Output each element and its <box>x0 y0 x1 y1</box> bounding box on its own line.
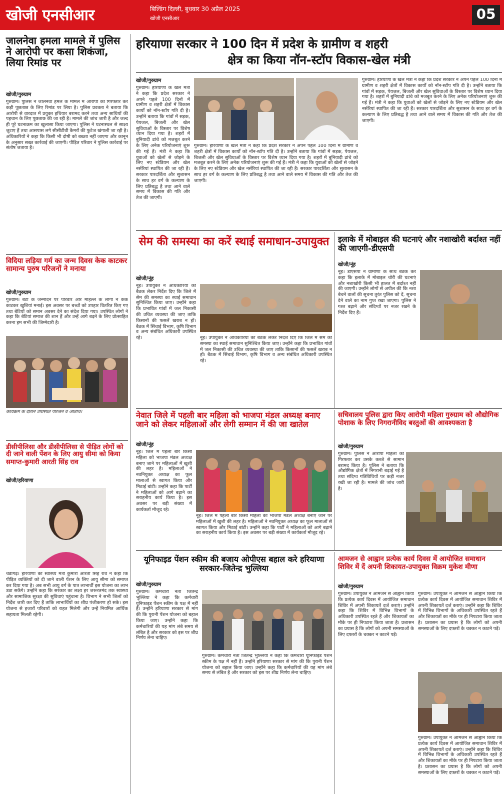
story-body: गुरुग्राम। पुलिस ने जालनेवा हमले के मामले में आरोपी को गिरफ्तार कर कड़ी पूछताछ के लिए रिमांड पर लिया है। पुलिस प्रवक्ता ने बताया कि आरोपी से वारदात में प्रयुक्त हथियार बरामद करने तथा अन्य साथियों की पहचान के लिए पूछताछ की जा रही है। मामले की जांच जारी है और जल्द ही पूरे घटनाक्रम का खुलासा किया जाएगा। पुलिस ने घटनास्थल से साक्ष्य जुटाए हैं तथा आसपास लगे सीसीटीवी कैमरों की फुटेज खंगाली जा रही है। अधिकारियों ने कहा कि किसी भी दोषी को बख्शा नहीं जाएगा और कानून के अनुसार सख्त कार्रवाई की जाएगी। पीड़ित परिवार ने पुलिस कार्रवाई पर संतोष जताया है। <box>6 100 128 152</box>
column-divider <box>130 34 131 794</box>
lead-photo-event <box>194 78 294 140</box>
story-byline: खोजी/गुरुग्राम <box>136 78 162 84</box>
story-byline: खोजी/गुरुग्राम <box>6 92 32 98</box>
column-divider <box>334 410 335 550</box>
lead-headline-line2: क्षेत्र का किया नॉन-स्टॉप विकास-खेल मंत्री <box>227 53 411 67</box>
divider <box>136 550 502 551</box>
story-body: गुरुग्राम। उपायुक्त ने आमजन से आह्वान किया कि प्रत्येक कार्य दिवस में आयोजित समाधान शिविर में अपनी शिकायतें दर्ज कराएं। उन्होंने कहा कि शिविर में विभिन्न विभागों के अधिकारी उपस्थित रहते हैं और शिकायतों का मौके पर ही निपटारा किया जाता है। प्रशासन का प्रयास है कि लोगों को अपनी समस्याओं के लिए दफ्तरों के चक्कर न काटने पड़ें। <box>338 592 414 638</box>
newspaper-title: खोजी एनसीआर <box>6 6 95 24</box>
group-photo <box>6 336 128 408</box>
divider <box>6 440 128 441</box>
story-byline: खोजी/गुरुग्राम <box>338 444 364 450</box>
story-body-continued: गुरुग्राम। उपायुक्त ने आमजन से आह्वान किया कि प्रत्येक कार्य दिवस में आयोजित समाधान शिविर में अपनी शिकायतें दर्ज कराएं। उन्होंने कहा कि शिविर में विभिन्न विभागों के अधिकारी उपस्थित रहते हैं और शिकायतों का मौके पर ही निपटारा किया जाता है। प्रशासन का प्रयास है कि लोगों को अपनी समस्याओं के लिए दफ्तरों के चक्कर न काटने पड़ें। <box>418 592 502 632</box>
divider <box>136 408 502 409</box>
dsp-photo <box>420 270 502 340</box>
story-body-continued: गुरुग्राम। हरियाणा के खेल मंत्री ने कहा कि प्रदेश सरकार ने अपने पहले 100 दिनों में ग्रामीण व शहरी क्षेत्रों में विकास कार्यों को नॉन-स्टॉप गति दी है। उन्होंने बताया कि गांवों में सड़क, पेयजल, बिजली और खेल सुविधाओं के विस्तार पर विशेष ध्यान दिया गया है। शहरों में बुनियादी ढांचे को मजबूत करने के लिए अनेक परियोजनाएं शुरू की गई हैं। मंत्री ने कहा कि युवाओं को खेलों से जोड़ने के लिए नए स्टेडियम और खेल नर्सरियां स्थापित की जा रही हैं। सरकार पारदर्शिता और सुशासन के साथ हर वर्ग के कल्याण के लिए प्रतिबद्ध है तथा आने वाले समय में विकास की गति और तेज की जाएगी। <box>362 78 502 124</box>
story-headline: यूनिफाइड पेंशन स्कीम की बजाय ओपीएस बहाल करे हरियाणा सरकार-जितेन्द्र भुल्लिया <box>143 555 325 573</box>
protest-photo <box>202 590 332 650</box>
story-byline: खोजी/गुरुग्राम <box>338 584 364 590</box>
page-number: 05 <box>472 5 500 25</box>
story-body-continued: गुरुग्राम। उपायुक्त ने आमजन से आह्वान किया कि प्रत्येक कार्य दिवस में आयोजित समाधान शिविर में अपनी शिकायतें दर्ज कराएं। उन्होंने कहा कि शिविर में विभिन्न विभागों के अधिकारी उपस्थित रहते हैं और शिकायतों का मौके पर ही निपटारा किया जाता है। प्रशासन का प्रयास है कि लोगों को अपनी समस्याओं के लिए दफ्तरों के चक्कर न काटने पड़ें। <box>418 736 502 776</box>
newspaper-site: खोजी एनसीआर <box>150 16 180 22</box>
story-headline: जालनेवा हमला मामले में पुलिस ने आरोपी पर कसा शिकंजा, लिया रिमांड पर <box>6 36 121 70</box>
women-group-photo <box>196 450 332 512</box>
story-body-continued: नूंह। जिले में पहली बार किसी महिला को भाजपा मंडल अध्यक्ष बनाए जाने पर महिलाओं में खुशी की लहर है। महिलाओं ने नवनियुक्त अध्यक्ष का फूल मालाओं से स्वागत किया और मिठाई बांटी। उन्होंने कहा कि पार्टी ने महिलाओं को आगे बढ़ाने का सराहनीय कार्य किया है। इस अवसर पर बड़ी संख्या में कार्यकर्ता मौजूद रहे। <box>196 514 332 537</box>
meeting-photo <box>200 284 332 332</box>
minister-portrait <box>26 488 106 568</box>
story-headline: सचिवालय पुलिस द्वारा किए आरोपी महिला गुरुग्राम को औद्योगिक पोशाक के लिए निगरानीविद बस्तुओं की आवश्यकता है <box>338 411 499 427</box>
story-body: गुरुग्राम। हरियाणा के खेल मंत्री ने कहा कि प्रदेश सरकार ने अपने पहले 100 दिनों में ग्रामीण व शहरी क्षेत्रों में विकास कार्यों को नॉन-स्टॉप गति दी है। उन्होंने बताया कि गांवों में सड़क, पेयजल, बिजली और खेल सुविधाओं के विस्तार पर विशेष ध्यान दिया गया है। शहरों में बुनियादी ढांचे को मजबूत करने के लिए अनेक परियोजनाएं शुरू की गई हैं। मंत्री ने कहा कि युवाओं को खेलों से जोड़ने के लिए नए स्टेडियम और खेल नर्सरियां स्थापित की जा रही हैं। सरकार पारदर्शिता और सुशासन के साथ हर वर्ग के कल्याण के लिए प्रतिबद्ध है तथा आने वाले समय में विकास की गति और तेज की जाएगी। <box>136 86 190 202</box>
story-headline: विदिया लड़िया गर्म का जन्म दिवस केक काटकर सामान्य पुरुष परिजनों ने मनाया <box>6 257 128 273</box>
issue-date: बिल्डिंग दिल्ली, बुधवार 30 अप्रैल 2025 <box>150 6 241 13</box>
story-headline: सेम की समस्या का करें स्थाई समाधान-उपायुक्त <box>138 235 330 248</box>
divider <box>136 72 502 73</box>
police-photo <box>406 452 502 546</box>
story-byline: खोजी/हरियाणा <box>6 478 34 484</box>
story-body: चंडीगढ़। हरियाणा की स्वास्थ्य मंत्री कुमारी आरती सिंह राव ने कहा कि पीड़ित व्यक्तियों को दी जाने वाली पेंशन के लिए आयु सीमा को समाप्त कर दिया गया है। अब सभी आयु वर्ग के पात्र लाभार्थी इस योजना का लाभ उठा सकेंगे। उन्होंने कहा कि सरकार का लक्ष्य हर जरूरतमंद तक स्वास्थ्य और सामाजिक सुरक्षा की सुविधाएं पहुंचाना है। विभाग ने सभी जिलों को निर्देश जारी कर दिए हैं ताकि लाभार्थियों का शीघ्र पंजीकरण हो सके। इस योजना से हजारों परिवारों को राहत मिलेगी और उन्हें नियमित आर्थिक सहायता मिलती रहेगी। <box>6 572 128 618</box>
story-body: गुरुग्राम। कर्मचारी नेता जितेन्द्र भुल्लिया ने कहा कि कर्मचारी यूनिफाइड पेंशन स्कीम के पक्ष में नहीं हैं। उन्होंने हरियाणा सरकार से मांग की कि पुरानी पेंशन योजना को बहाल किया जाए। उन्होंने कहा कि कर्मचारियों की यह मांग लंबे समय से लंबित है और सरकार को इस पर शीघ्र निर्णय लेना चाहिए। <box>136 590 198 642</box>
story-byline: खोजी/नूंह <box>136 442 154 448</box>
story-byline: खोजी/गुरुग्राम <box>136 582 162 588</box>
story-headline: आमजन से आह्वान प्रत्येक कार्य दिवस में आयोजित समाधान शिविर में दें अपनी शिकायत-उपायुक्त विक्रम मुकेश मीणा <box>338 555 486 571</box>
lead-photo-minister <box>296 78 358 140</box>
story-body: गुरुग्राम। पुलिस ने आरोपी महिला को गिरफ्तार कर उसके कब्जे से सामान बरामद किया है। पुलिस ने बताया कि औद्योगिक क्षेत्रों में निगरानी बढ़ाई गई है तथा संदिग्ध गतिविधियों पर कड़ी नजर रखी जा रही है। मामले की जांच जारी है। <box>338 452 404 492</box>
story-body-continued: गुरुग्राम। हरियाणा के खेल मंत्री ने कहा कि प्रदेश सरकार ने अपने पहले 100 दिनों में ग्रामीण व शहरी क्षेत्रों में विकास कार्यों को नॉन-स्टॉप गति दी है। उन्होंने बताया कि गांवों में सड़क, पेयजल, बिजली और खेल सुविधाओं के विस्तार पर विशेष ध्यान दिया गया है। शहरों में बुनियादी ढांचे को मजबूत करने के लिए अनेक परियोजनाएं शुरू की गई हैं। मंत्री ने कहा कि युवाओं को खेलों से जोड़ने के लिए नए स्टेडियम और खेल नर्सरियां स्थापित की जा रही हैं। सरकार पारदर्शिता और सुशासन के साथ हर वर्ग के कल्याण के लिए प्रतिबद्ध है तथा आने वाले समय में विकास की गति और तेज की जाएगी। <box>194 144 358 184</box>
story-body: नूंह। उपायुक्त ने अधिकारियों की बैठक लेकर निर्देश दिए कि जिले में सेम की समस्या का स्थाई समाधान सुनिश्चित किया जाए। उन्होंने कहा कि प्रभावित गांवों में जल निकासी की उचित व्यवस्था की जाए ताकि किसानों की फसलें खराब न हों। बैठक में सिंचाई विभाग, कृषि विभाग व अन्य संबंधित अधिकारी उपस्थित रहे। <box>136 284 196 342</box>
story-headline: डीसीपीलिसा और डीसीपीलिसा से पीड़ित लोगों को दी जाने वाली पेंशन के लिए आयु सीमा को किया समाप्त-कुमारी आरती सिंह राव <box>6 443 124 466</box>
story-headline: नेवात जिले में पहली बार महिला को भाजपा मंडल अध्यक्ष बनाए जाने को लेकर महिलाओं और लेगी सम्मान में की जा खातेल <box>136 411 321 429</box>
divider <box>6 254 128 255</box>
photo-caption: कार्यक्रम के दौरान उपस्थित परिजन व अतिथि। <box>6 410 83 415</box>
column-divider <box>334 552 335 794</box>
story-body: नूंह। डीएसपी ने ग्रामीणों के साथ बैठक कर कहा कि इलाके में मोबाइल चोरी की घटनाएं और नशाखोरी किसी भी हालत में बर्दाश्त नहीं की जाएगी। उन्होंने लोगों से अपील की कि नशा बेचने वालों की सूचना तुरंत पुलिस को दें, सूचना देने वाले का नाम गुप्त रखा जाएगा। पुलिस ने गश्त बढ़ाने और संदिग्धों पर नजर रखने के निर्देश दिए हैं। <box>338 270 416 316</box>
camp-photo <box>418 672 502 732</box>
story-byline: खोजी/नूंह <box>136 276 154 282</box>
story-body-continued: नूंह। उपायुक्त ने अधिकारियों की बैठक लेकर निर्देश दिए कि जिले में सेम की समस्या का स्थाई समाधान सुनिश्चित किया जाए। उन्होंने कहा कि प्रभावित गांवों में जल निकासी की उचित व्यवस्था की जाए ताकि किसानों की फसलें खराब न हों। बैठक में सिंचाई विभाग, कृषि विभाग व अन्य संबंधित अधिकारी उपस्थित रहे। <box>200 336 332 365</box>
story-body: नूंह। जिले में पहली बार किसी महिला को भाजपा मंडल अध्यक्ष बनाए जाने पर महिलाओं में खुशी की लहर है। महिलाओं ने नवनियुक्त अध्यक्ष का फूल मालाओं से स्वागत किया और मिठाई बांटी। उन्होंने कहा कि पार्टी ने महिलाओं को आगे बढ़ाने का सराहनीय कार्य किया है। इस अवसर पर बड़ी संख्या में कार्यकर्ता मौजूद रहे। <box>136 450 192 513</box>
story-body-continued: गुरुग्राम। कर्मचारी नेता जितेन्द्र भुल्लिया ने कहा कि कर्मचारी यूनिफाइड पेंशन स्कीम के पक्ष में नहीं हैं। उन्होंने हरियाणा सरकार से मांग की कि पुरानी पेंशन योजना को बहाल किया जाए। उन्होंने कहा कि कर्मचारियों की यह मांग लंबे समय से लंबित है और सरकार को इस पर शीघ्र निर्णय लेना चाहिए। <box>202 654 332 677</box>
story-byline: खोजी/गुरुग्राम <box>6 290 32 296</box>
story-headline: इलाके में मोबाइल की घटनाएं और नशाखोरी बर्दाश्त नहीं की जाएगी-डीएसपी <box>338 235 501 253</box>
lead-headline-line1: हरियाणा सरकार ने 100 दिन में प्रदेश के ग्रामीण व शहरी <box>136 37 388 51</box>
column-divider <box>334 232 335 408</box>
divider <box>136 230 502 231</box>
story-byline: खोजी/नूंह <box>338 262 356 268</box>
story-body: गुरुग्राम। बेटी के जन्मदिन पर परिवार और मोहल्ले के लोगों ने केक काटकर खुशियां मनाई। इस अवसर पर बच्चों को उपहार वितरित किए गए तथा बेटियों को समान अवसर देने का संदेश दिया गया। उपस्थित लोगों ने कहा कि बेटियां समाज की शान हैं और उन्हें आगे बढ़ने के लिए प्रोत्साहित करना हम सभी की जिम्मेदारी है। <box>6 298 128 327</box>
